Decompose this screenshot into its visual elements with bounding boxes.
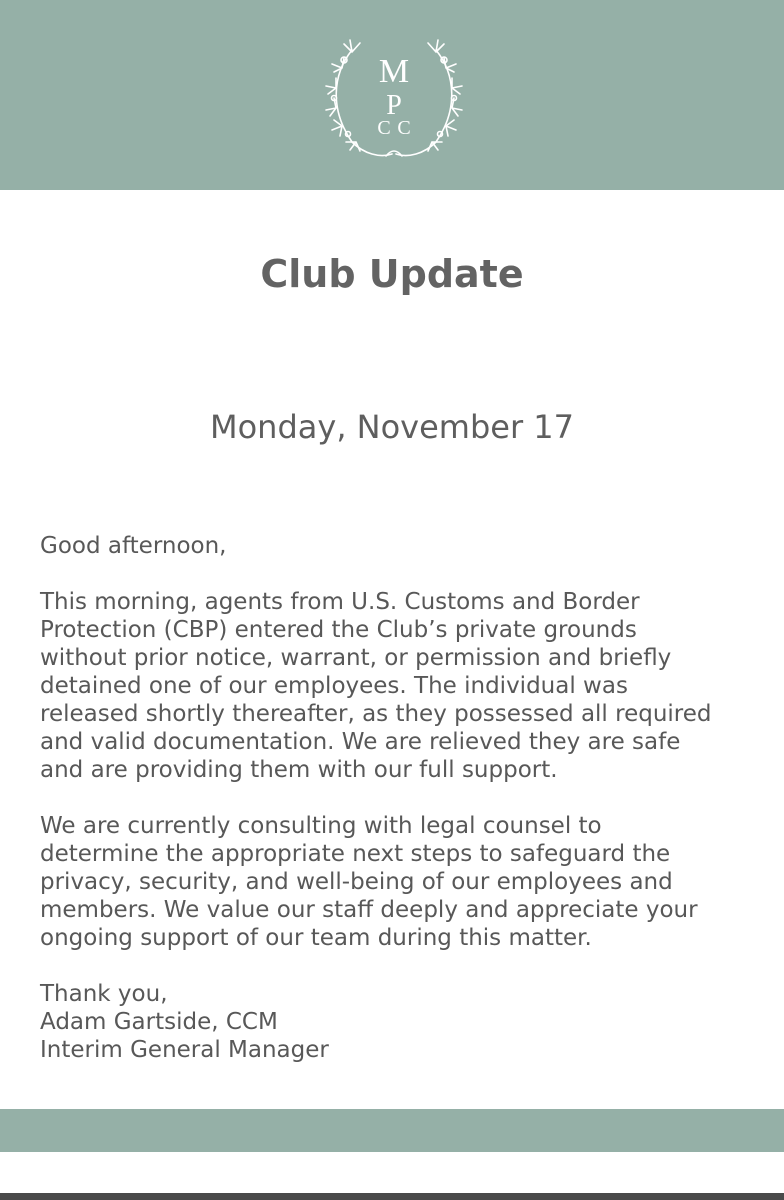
paragraph-line: and valid documentation. We are relieved they are safe	[40, 729, 681, 755]
monogram-wreath-graphic	[322, 30, 466, 160]
monogram-letter-c2: C	[397, 117, 411, 139]
paragraph-next-steps	[40, 812, 760, 952]
paragraph-line: ongoing support of our team during this matter.	[40, 925, 592, 951]
message-body	[40, 532, 760, 1064]
signoff-name: Adam Gartside, CCM	[40, 1009, 278, 1035]
club-monogram-logo	[322, 30, 466, 160]
signoff-closing: Thank you,	[40, 981, 168, 1007]
paragraph-line: detained one of our employees. The individual was	[40, 673, 628, 699]
paragraph-line: This morning, agents from U.S. Customs and Border	[40, 589, 640, 615]
paragraph-line: determine the appropriate next steps to safeguard the	[40, 841, 671, 867]
header-band	[0, 0, 784, 190]
paragraph-line: released shortly thereafter, as they possessed all required	[40, 701, 712, 727]
signoff-role: Interim General Manager	[40, 1037, 329, 1063]
paragraph-line: without prior notice, warrant, or permission and briefly	[40, 645, 672, 671]
bottom-divider	[0, 1193, 784, 1200]
monogram-letter-p: P	[386, 90, 402, 121]
signoff	[40, 980, 760, 1064]
greeting	[40, 532, 760, 560]
paragraph-line: and are providing them with our full support.	[40, 757, 558, 783]
page-title: Club Update	[260, 252, 524, 296]
update-date: Monday, November 17	[209, 408, 575, 446]
greeting-text: Good afternoon,	[40, 533, 227, 559]
paragraph-line: Protection (CBP) entered the Club’s private grounds	[40, 617, 637, 643]
paragraph-incident	[40, 588, 760, 784]
monogram-letter-m: M	[378, 53, 410, 90]
paragraph-line: privacy, security, and well-being of our employees and	[40, 869, 673, 895]
monogram-letter-c1: C	[377, 117, 391, 139]
paragraph-line: We are currently consulting with legal counsel to	[40, 813, 602, 839]
footer-band	[0, 1109, 784, 1152]
paragraph-line: members. We value our staff deeply and appreciate your	[40, 897, 698, 923]
